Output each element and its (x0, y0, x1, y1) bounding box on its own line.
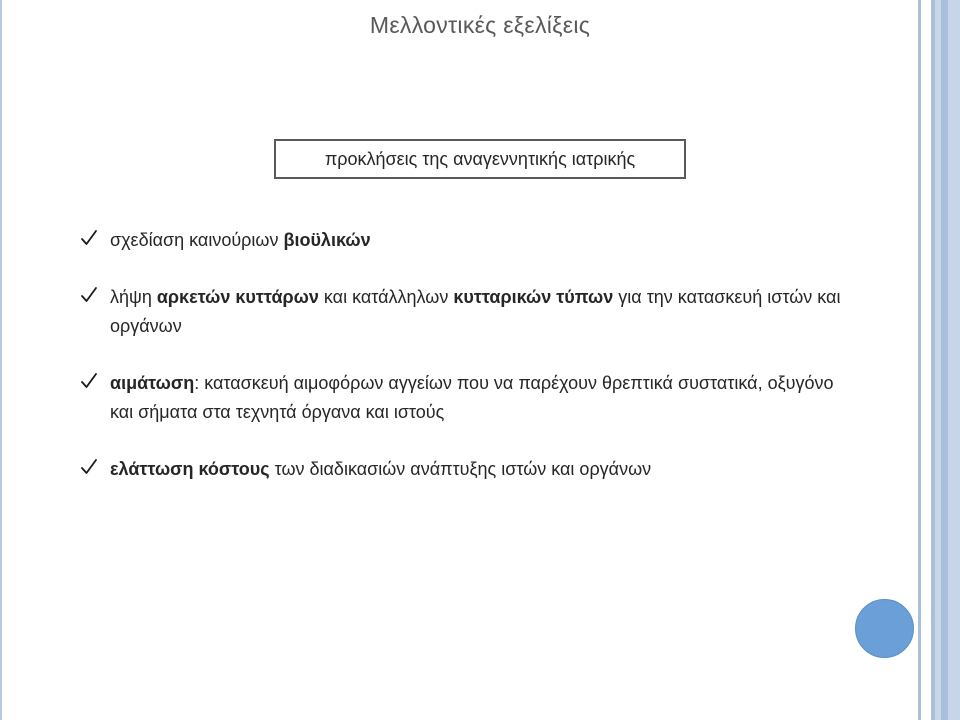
check-icon (80, 371, 98, 391)
bullet-item (80, 369, 860, 427)
subtitle-box (274, 139, 686, 179)
check-icon (80, 457, 98, 477)
bullet-text-bold: βιοϋλικών (283, 230, 371, 250)
check-icon (80, 285, 98, 305)
bullet-text-bold: ελάττωση κόστους (110, 459, 270, 479)
bullet-text-bold: αρκετών κυττάρων (156, 287, 319, 307)
bullet-text-bold: αιμάτωση (110, 373, 195, 393)
bullet-text: λήψη (110, 287, 157, 307)
bullet-text: των διαδικασιών ανάπτυξης ιστών και οργάνων (269, 459, 652, 479)
decorative-circle (855, 599, 914, 658)
bullet-text: σχεδίαση καινούριων (110, 230, 284, 250)
bullet-item (80, 455, 860, 484)
bullet-text-bold: κυτταρικών τύπων (453, 287, 614, 307)
decorative-stripe (921, 0, 931, 720)
left-border-line (0, 0, 2, 720)
check-icon (80, 228, 98, 248)
subtitle-text: προκλήσεις της αναγεννητικής ιατρικής (324, 148, 636, 169)
bullet-item (80, 226, 860, 255)
bullet-text: για την κατασκευή ιστών και οργάνων (110, 287, 841, 336)
decorative-stripe (941, 0, 948, 720)
slide-title: Μελλοντικές εξελίξεις (369, 12, 591, 38)
bullet-text: και κατάλληλων (318, 287, 454, 307)
bullet-list (80, 226, 860, 484)
bullet-text: : κατασκευή αιμοφόρων αγγείων που να παρέχουν θρεπτικά συστατικά, οξυγόνο και σήματα στα τεχνητά όργανα και ιστούς (110, 373, 834, 422)
decorative-stripe (948, 0, 960, 720)
bullet-item (80, 283, 860, 341)
